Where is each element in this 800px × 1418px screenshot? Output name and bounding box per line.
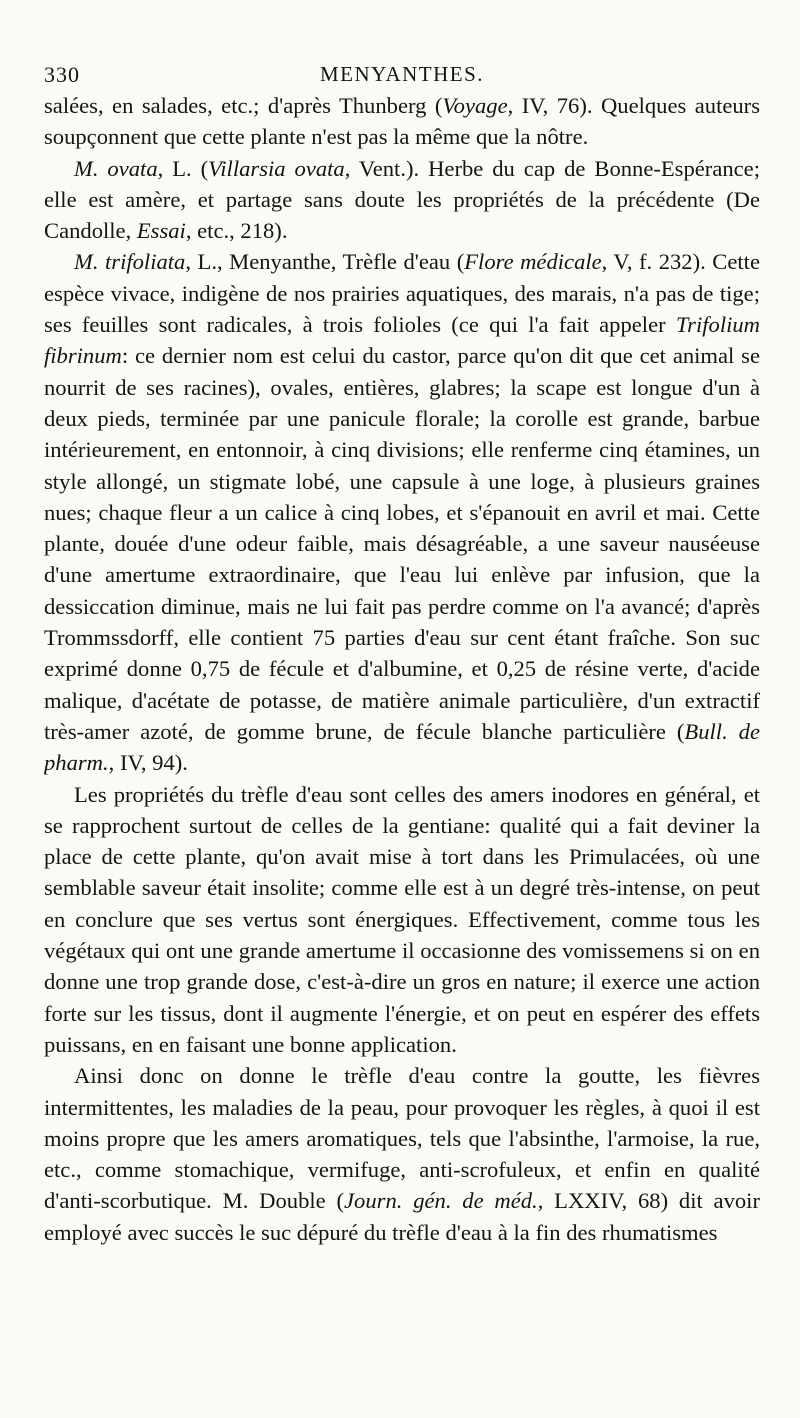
italic-text-run: Bull. de pharm. (44, 718, 760, 776)
text-run: Ainsi donc on donne le trèfle d'eau contre la goutte, les fièvres intermittentes, les maladies de la peau, pour provoquer les règles, à quoi il est moins propre que les amers aromatiques, tels que l'absinthe, l'armoise, la rue, etc., comme stomachique, vermifuge, anti-scrofuleux, et enfin en qualité d'anti-scorbutique. M. Double ( (44, 1063, 760, 1214)
italic-text-run: Journ. gén. de méd. (344, 1188, 538, 1214)
text-run: , LXXIV, 68) dit avoir employé avec succès le suc dépuré du trèfle d'eau à la fin des rhumatismes (44, 1188, 760, 1245)
paragraph-m-ovata (44, 153, 760, 247)
italic-text-run: M. ovata (74, 155, 158, 181)
text-run: , IV, 94). (108, 750, 188, 776)
text-run: : ce dernier nom est celui du castor, parce qu'on dit que cet animal se nourrit de ses racines), ovales, entières, glabres; la scape est longue d'un à deux pieds, terminée par une panicule florale; la corolle est grande, barbue intérieurement, en entonnoir, à cinq divisions; elle renferme cinq étamines, un style allongé, un stigmate lobé, une capsule à une loge, à plusieurs graines nues; chaque fleur a un calice à cinq lobes, et s'épanouit en avril et mai. Cette plante, douée d'une odeur faible, mais désagréable, a une saveur nauséeuse d'une amertume extraordinaire, que l'eau lui enlève par infusion, que la dessiccation diminue, mais ne lui fait pas perdre comme on l'a avancé; d'après Trommssdorff, elle contient 75 parties d'eau sur cent étant fraîche. Son suc exprimé donne 0,75 de fécule et d'albumine, et 0,25 de résine verte, d'acide malique, d'acétate de potasse, de matière animale particulière, d'un extractif très-amer azoté, de gomme brune, de fécule blanche particulière ( (44, 343, 760, 744)
italic-text-run: Essai (136, 218, 186, 244)
italic-text-run: M. trifoliata (74, 249, 186, 275)
italic-text-run: Flore médicale (464, 249, 602, 275)
running-title: MENYANTHES. (319, 62, 485, 86)
italic-text-run: Trifolium fibrinum (44, 312, 760, 369)
paragraph-proprietes (44, 779, 760, 1061)
page-header (44, 58, 760, 90)
text-run: , etc., 218). (185, 218, 288, 244)
text-run: , L. ( (157, 155, 209, 181)
book-page (44, 58, 760, 1398)
text-run: , V, f. 232). Cette espèce vivace, indigène de nos prairies aquatiques, des marais, n'a pas de tige; ses feuilles sont radicales, à trois folioles (ce qui l'a fait appeler (44, 249, 760, 338)
paragraph-continuation (44, 90, 760, 153)
italic-text-run: Voyage (442, 93, 508, 118)
text-run: , Vent.). Herbe du cap de Bonne-Espérance; elle est amère, et partage sans doute les propriétés de la précédente (De Candolle, (44, 155, 760, 244)
body-text (44, 90, 760, 1248)
text-run: Les propriétés du trèfle d'eau sont celles des amers inodores en général, et se rapprochent surtout de celles de la gentiane: qualité qui a fait deviner la place de cette plante, qu'on avait mise à tort dans les Primulacées, où une semblable saveur était insolite; comme elle est à un degré très-intense, on peut en conclure que ses vertus sont énergiques. Effectivement, comme tous les végétaux qui ont une grande amertume il occasionne des vomissemens si on en donne une trop grande dose, c'est-à-dire un gros en nature; il exerce une action forte sur les tissus, dont il augmente l'énergie, et on peut en espérer des effets puissans, en en faisant une bonne application. (44, 781, 760, 1057)
page-number: 330 (44, 62, 80, 87)
italic-text-run: Villarsia ovata (208, 155, 345, 181)
paragraph-m-trifoliata (44, 246, 760, 778)
paragraph-usages (44, 1060, 760, 1248)
text-run: , L., Menyanthe, Trèfle d'eau ( (185, 249, 465, 275)
text-run: , IV, 76). Quelques auteurs soupçonnent que cette plante n'est pas la même que la nôtre. (44, 93, 760, 150)
text-run: salées, en salades, etc.; d'après Thunberg ( (44, 93, 443, 118)
